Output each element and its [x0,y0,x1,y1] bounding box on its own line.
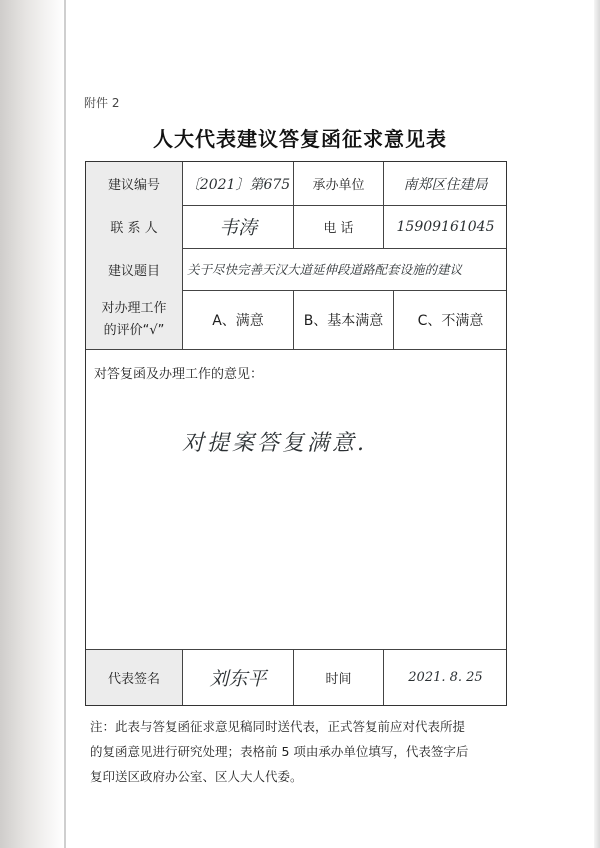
option-basically-satisfied[interactable]: B、基本满意 [303,312,384,329]
opinion-heading: 对答复函及办理工作的意见： [94,367,264,382]
contact-person-value: 韦涛 [218,217,257,239]
option-satisfied[interactable]: A、满意 [212,312,264,329]
attachment-label: 附件 2 [84,96,120,110]
footnote-line: 注：此表与答复函征求意见稿同时送代表，正式答复前应对代表所提 [90,719,466,734]
time-value: 2021. 8. 25 [408,670,483,685]
evaluation-label [86,290,182,349]
row-divider [86,349,506,350]
phone-label: 电 话 [323,221,354,236]
handling-unit-value: 南郑区住建局 [403,176,488,193]
feedback-form-table [85,161,507,706]
contact-person-label: 联 系 人 [86,205,182,248]
phone-value: 15909161045 [396,218,495,235]
evaluation-label-line1: 对办理工作 [101,300,167,316]
option-not-satisfied[interactable]: C、不满意 [417,312,484,329]
evaluation-label-line2: 的评价“√” [103,322,165,338]
handling-unit-label: 承办单位 [312,178,365,193]
footnote-line: 复印送区政府办公室、区人大人代委。 [90,769,303,784]
proposal-number-label: 建议编号 [86,162,182,205]
opinion-text: 对提案答复满意. [182,431,367,456]
signature-label: 代表签名 [86,650,182,705]
footnote-line: 的复函意见进行研究处理；表格前 5 项由承办单位填写，代表签字后 [90,744,469,759]
time-label: 时间 [325,672,352,687]
footnote [90,714,508,789]
page-title: 人大代表建议答复函征求意见表 [153,127,447,151]
proposal-number-value: 〔2021〕第675 [185,176,291,193]
proposal-title-label: 建议题目 [86,248,182,290]
proposal-title-value: 关于尽快完善天汉大道延伸段道路配套设施的建议 [187,262,463,277]
signature-value: 刘东平 [209,668,267,690]
